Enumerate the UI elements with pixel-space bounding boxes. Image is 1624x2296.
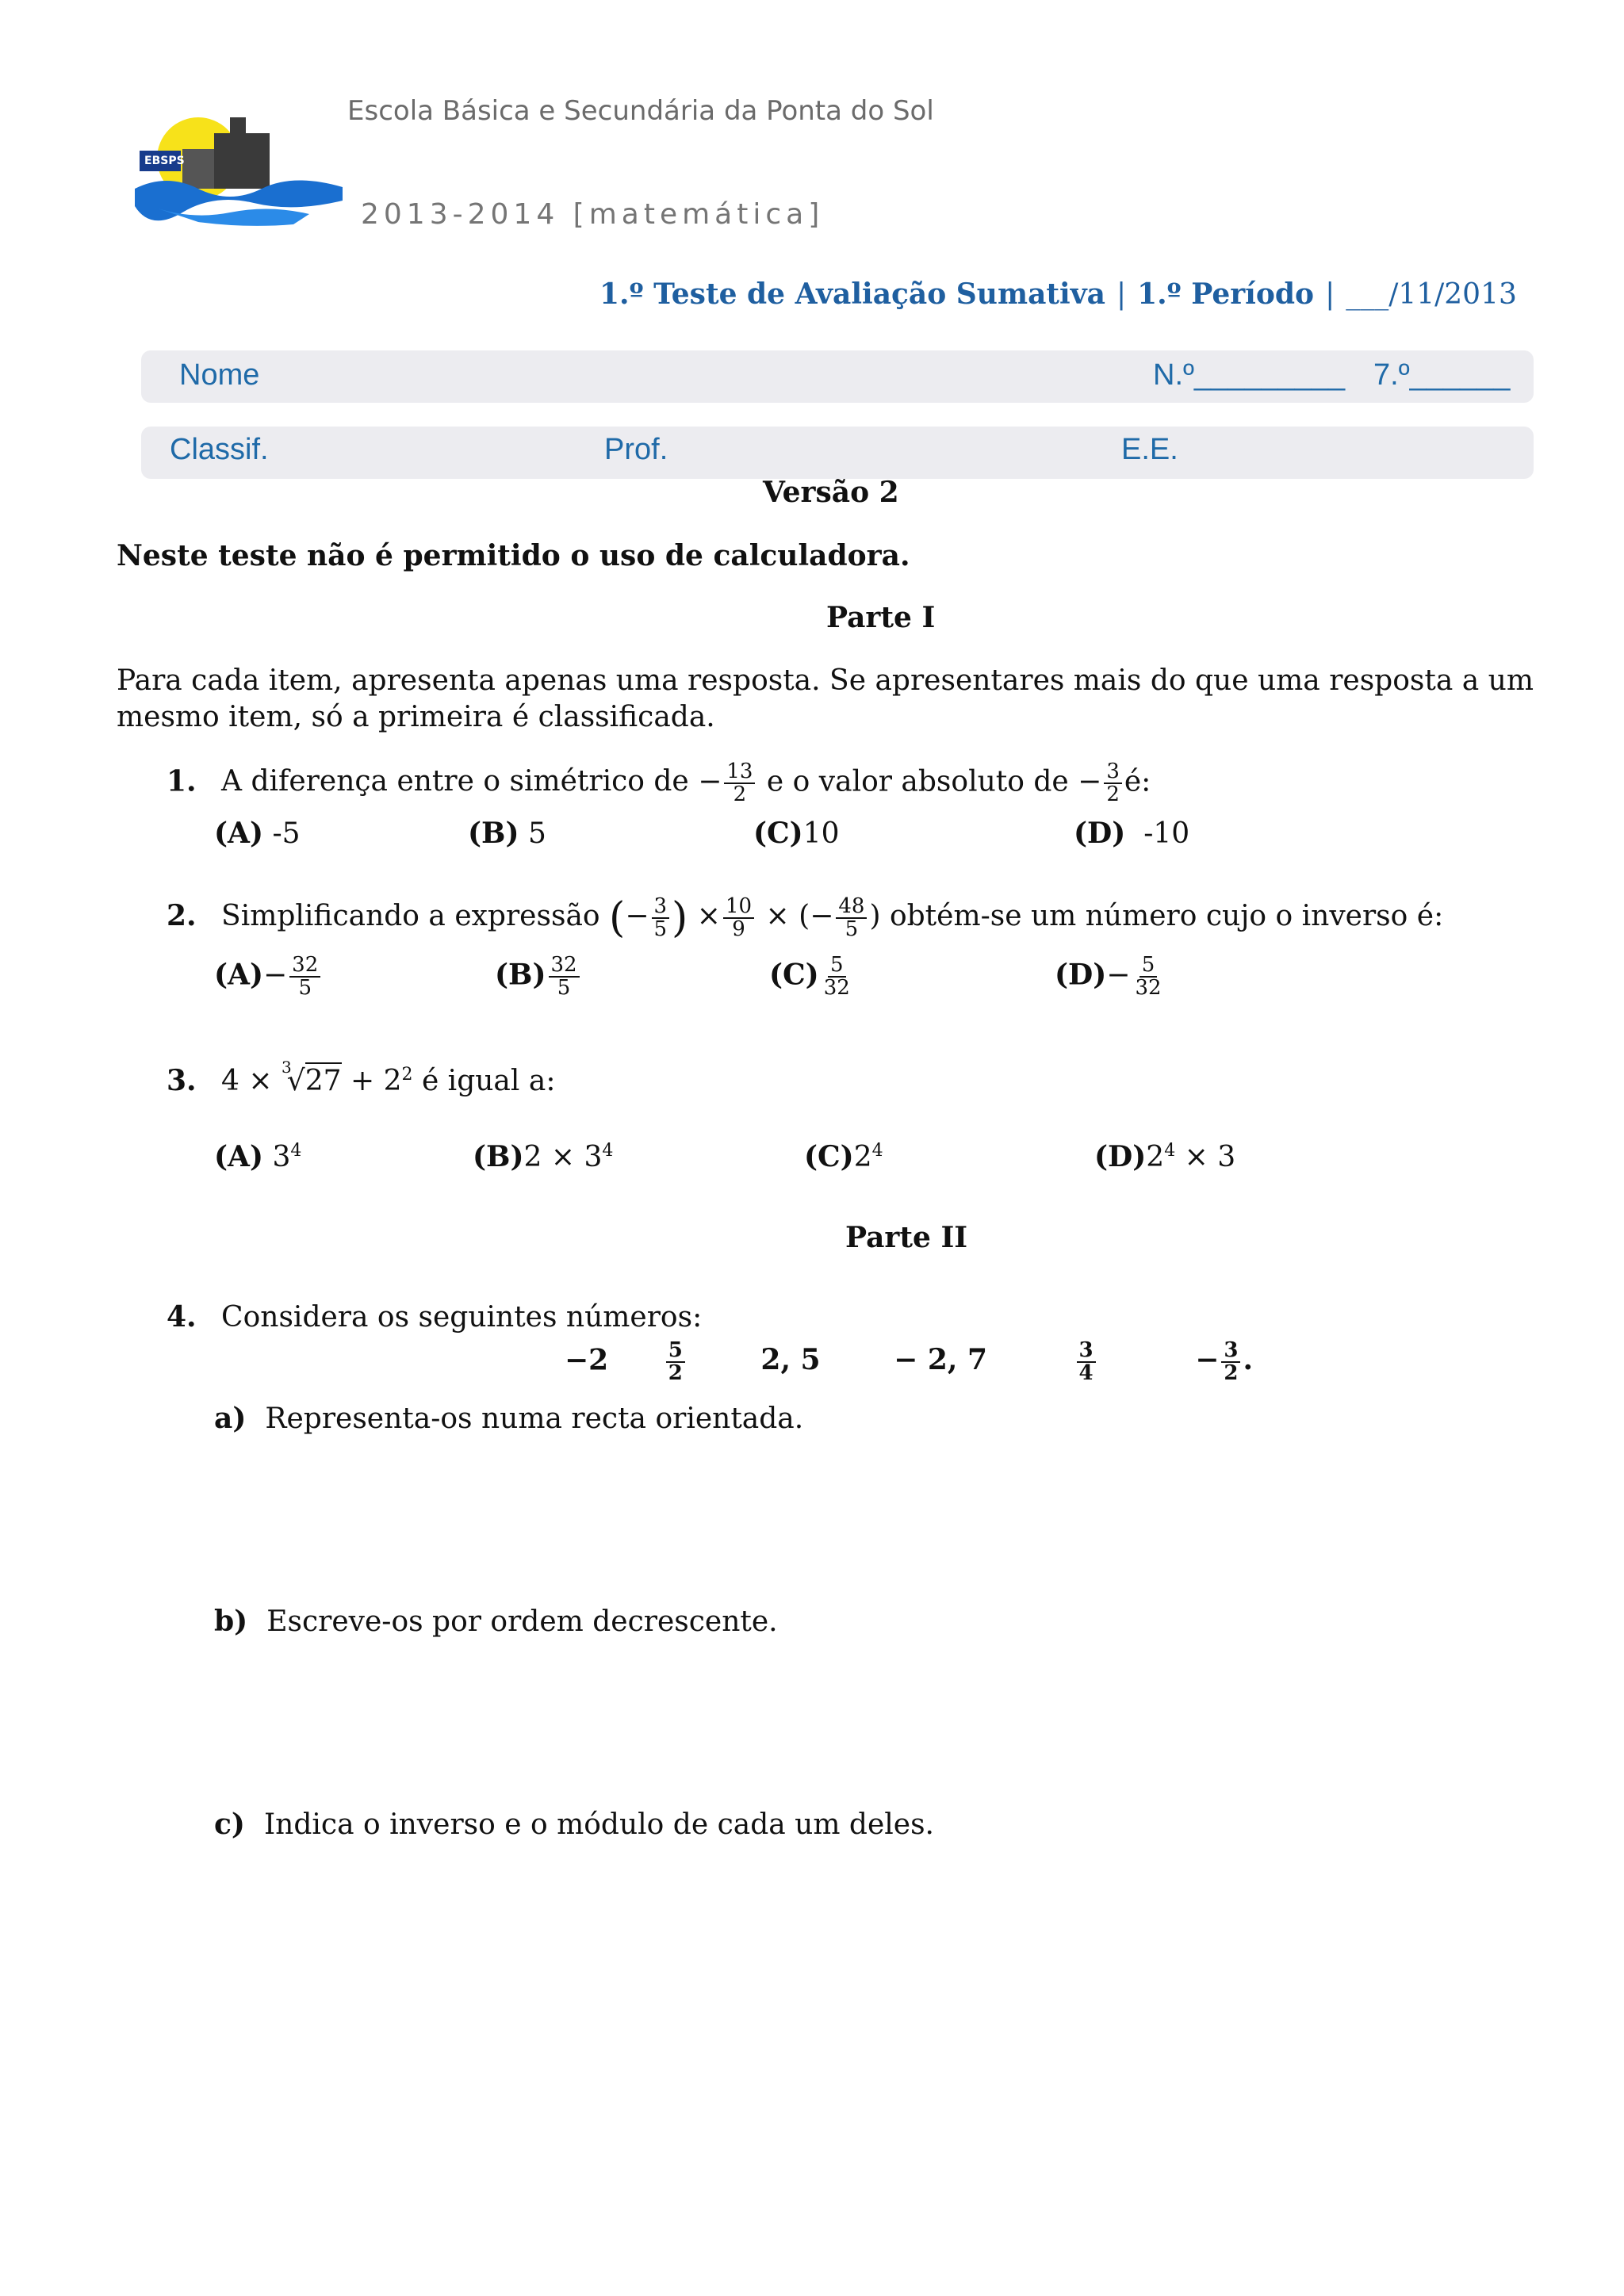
class-label: 7.º______ — [1373, 358, 1511, 392]
q3-option-c: $(C)2^4$ — [804, 1140, 883, 1173]
fraction: $\frac{10}{9}$ — [723, 896, 754, 941]
year-subject: 2013-2014 [matemática] — [361, 198, 825, 231]
question-number: 2. — [167, 899, 197, 932]
q4-part-c: c) Indica o inverso e o módulo de cada um deles. — [214, 1808, 935, 1841]
test-name: 1.º Teste de Avaliação Sumativa — [599, 277, 1105, 311]
q3-option-d: $(D)2^4 \times 3$ — [1094, 1140, 1236, 1173]
school-name: Escola Básica e Secundária da Ponta do Sol — [347, 95, 934, 127]
ee-label: E.E. — [1121, 433, 1178, 466]
part2-title: Parte II — [845, 1221, 968, 1254]
q3-option-b: $(B)2 \times 3^4$ — [473, 1140, 614, 1173]
q2-text-a: Simplificando a expressão — [221, 900, 600, 932]
prof-label: Prof. — [604, 433, 668, 466]
cube-root-sign: √ — [286, 1065, 305, 1097]
period: 1.º Período — [1137, 277, 1315, 311]
q2-option-d: (D)− $\frac{5}{32}$ — [1055, 953, 1162, 1001]
question-2: 2. Simplificando a expressão (− $\frac{3}{5}$ ) × $\frac{10}{9}$ × (− $\frac{48}{5}$ ) obtém-se um número cujo o inverso é: — [167, 894, 1444, 942]
q1-text-b: e o valor absoluto de — [766, 765, 1069, 798]
q3-option-a: (A) $3^4$ — [214, 1140, 302, 1173]
q1-option-b: (B) 5 — [468, 817, 546, 850]
q4-part-b: b) Escreve-os por ordem decrescente. — [214, 1605, 778, 1638]
title-separator: | — [1116, 278, 1127, 311]
test-date: ___/11/2013 — [1346, 278, 1517, 311]
part1-title: Parte I — [826, 601, 936, 634]
q2-option-b: (B) $\frac{32}{5}$ — [495, 955, 582, 1000]
question-number: 3. — [167, 1064, 197, 1097]
logo-text: EBSPS — [144, 155, 185, 167]
q1-option-a: (A) -5 — [214, 817, 301, 850]
part1-instructions: Para cada item, apresenta apenas uma resposta. Se apresentares mais do que uma resposta a um mesmo item, só a primeira é classificada. — [117, 664, 1534, 733]
calculator-notice: Neste teste não é permitido o uso de calculadora. — [117, 539, 910, 572]
name-label: Nome — [179, 358, 260, 392]
number-item: $\frac{3}{4}$ — [1077, 1340, 1096, 1385]
q2-option-a: (A)− $\frac{32}{5}$ — [214, 955, 323, 1000]
number-item: − 2, 7 — [894, 1343, 987, 1377]
version-label: Versão 2 — [763, 476, 899, 509]
fraction: $\frac{3}{2}$ — [1104, 761, 1122, 806]
classif-label: Classif. — [170, 433, 269, 466]
q1-option-d: (D) -10 — [1074, 817, 1190, 850]
fraction: $\frac{48}{5}$ — [836, 896, 867, 941]
q1-text-c: é: — [1124, 765, 1151, 798]
number-item: − $\frac{3}{2}$ . — [1195, 1338, 1253, 1386]
q4-text: Considera os seguintes números: — [221, 1301, 703, 1334]
q1-option-c: (C)10 — [753, 817, 840, 850]
question-4 — [167, 1300, 702, 1334]
fraction: $\frac{13}{2}$ — [724, 761, 755, 806]
question-number: 4. — [167, 1300, 197, 1334]
minus-sign: − — [698, 765, 722, 798]
number-list — [565, 1340, 1253, 1385]
number-item: $\frac{5}{2}$ — [666, 1340, 685, 1385]
student-info-row — [141, 350, 1534, 403]
q2-option-c: (C) $\frac{5}{32}$ — [769, 953, 850, 1001]
title-separator: | — [1325, 278, 1335, 311]
q2-text-b: obtém-se um número cujo o inverso é: — [889, 900, 1444, 932]
q4-part-a: a) Representa-os numa recta orientada. — [214, 1402, 804, 1435]
question-3: 3. $4 \times ^3√27 + 2^2$ é igual a: — [167, 1058, 556, 1097]
number-label: N.º_________ — [1153, 358, 1346, 392]
school-logo — [135, 101, 343, 228]
question-1 — [167, 761, 1151, 806]
q3-text: é igual a: — [421, 1065, 556, 1097]
number-item: −2 — [565, 1343, 609, 1377]
grading-info-row — [141, 427, 1534, 479]
number-item: 2, 5 — [760, 1343, 821, 1377]
minus-sign: − — [1078, 765, 1102, 798]
test-title-line — [599, 277, 1517, 311]
question-number: 1. — [167, 764, 197, 798]
q1-text-a: A diferença entre o simétrico de — [221, 765, 689, 798]
fraction: $\frac{3}{5}$ — [652, 896, 670, 941]
